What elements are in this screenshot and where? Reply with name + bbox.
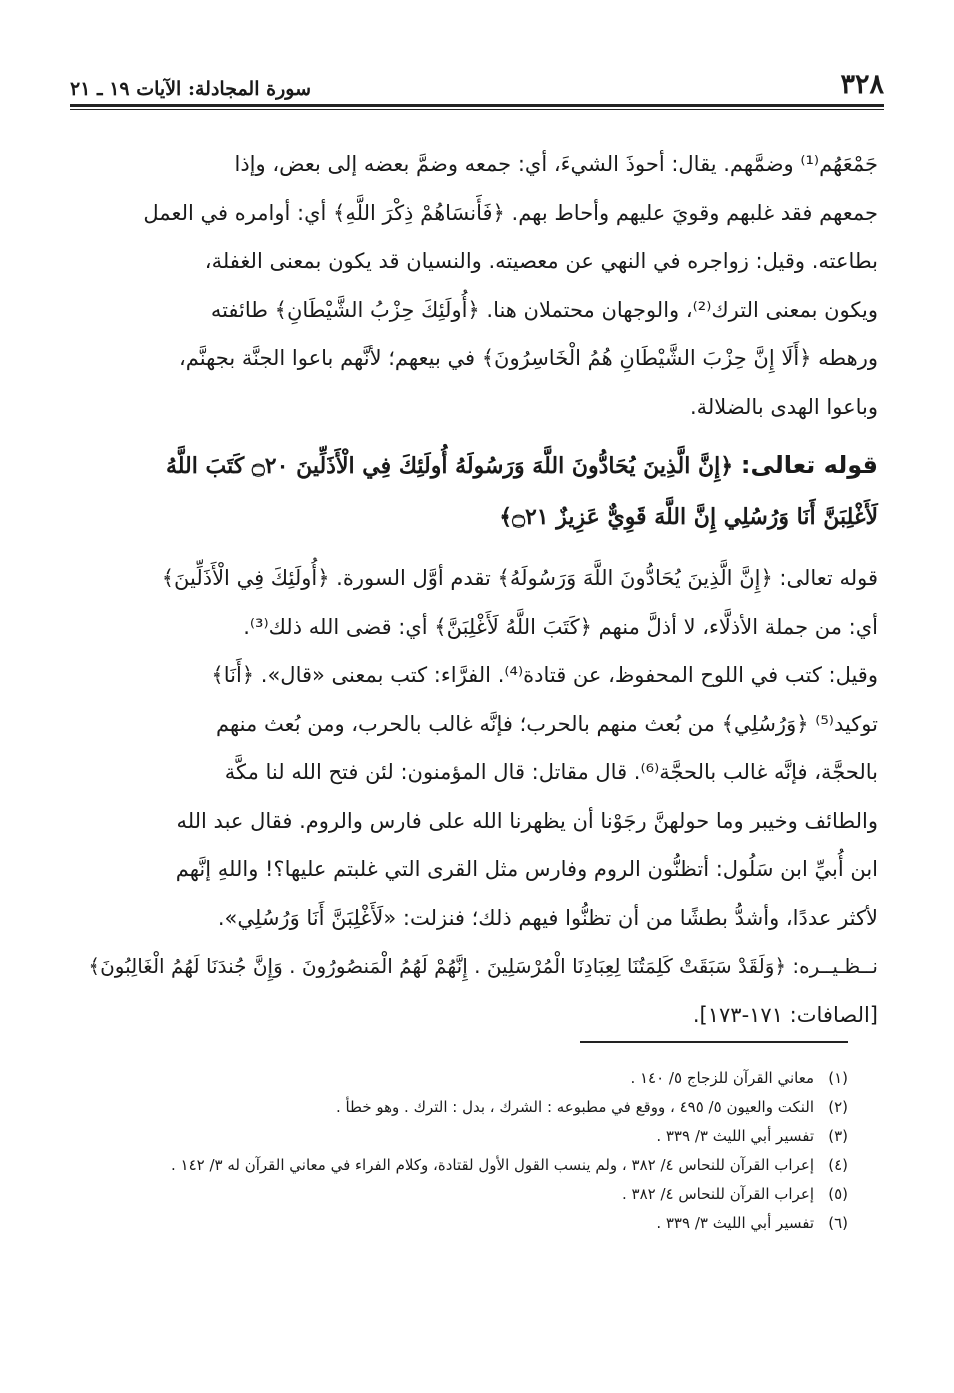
footnote-5: [70, 1180, 848, 1209]
footnote-separator: [580, 1041, 848, 1043]
header-rule-thin: [70, 109, 884, 110]
footnote-6: [70, 1209, 848, 1238]
text-line: [الصافات: ١٧١-١٧٣].: [692, 1002, 878, 1027]
footnote-number: (٢): [828, 1098, 848, 1116]
footnote-number: (٥): [828, 1185, 848, 1203]
footnotes: [70, 1064, 848, 1238]
text-line: بطاعته. وقيل: زواجره في النهي عن معصيته. والنسيان قد يكون بمعنى الغفلة،: [204, 249, 878, 273]
footnote-text: إعراب القرآن للنحاس ٤/ ٣٨٢ ، ولم ينسب القول الأول لقتادة، وكلام الفراء في معاني القرآن له ٣/ ١٤٢ .: [170, 1156, 814, 1174]
footnote-2: [70, 1093, 848, 1122]
page-number: ٣٢٨: [840, 69, 884, 100]
footnote-text: النكت والعيون ٥/ ٤٩٥ ، ووقع في مطبوعه : الشرك ، بدل : الترك . وهو خطأ .: [335, 1098, 814, 1116]
running-title: سورة المجادلة: الآيات ١٩ ـ ٢١: [70, 78, 311, 100]
text-line: والطائف وخيبر وما حولهنَّ رجَوْنا أن يظهرنا الله على فارس والروم. فقال عبد الله: [176, 808, 878, 833]
footnote-number: (٤): [828, 1156, 848, 1174]
text-line: وباعوا الهدى بالضلالة.: [689, 394, 878, 419]
footnote-4: [70, 1151, 848, 1180]
text-line: توكيد⁽⁵⁾ ﴿وَرُسُلِي﴾ من بُعث منهم بالحرب؛ فإنَّه غالب بالحرب، ومن بُعث منهم: [216, 711, 878, 736]
verse-line-1: [78, 440, 878, 492]
footnote-text: تفسير أبي الليث ٣/ ٣٣٩ .: [656, 1127, 814, 1145]
footnote-number: (٣): [828, 1127, 848, 1145]
verse-line-2: لَأَغْلِبَنَّ أَنَا وَرُسُلِي إِنَّ اللَّهَ قَوِيٌّ عَزِيزٌ ۝٢١﴾: [499, 504, 878, 530]
commentary-paragraph-1: [78, 140, 878, 431]
page-header: [70, 66, 884, 100]
footnote-text: إعراب القرآن للنحاس ٤/ ٣٨٢ .: [621, 1185, 814, 1203]
text-line: نــظـيــره: ﴿وَلَقَدْ سَبَقَتْ كَلِمَتُنَا لِعِبَادِنَا الْمُرْسَلِينَ . إِنَّهُمْ لَهُمُ الْمَنصُورُونَ . وَإِنَّ جُندَنَا لَهُمُ الْغَالِبُونَ﴾: [88, 954, 878, 978]
footnote-number: (١): [828, 1069, 848, 1087]
quran-verse-block: [78, 440, 878, 542]
footnote-text: تفسير أبي الليث ٣/ ٣٣٩ .: [656, 1214, 814, 1232]
text-line: وقيل: كتب في اللوح المحفوظ، عن قتادة⁽⁴⁾. الفرَّاء: كتب بمعنى «قال». ﴿أَنَا﴾: [211, 663, 878, 687]
footnote-3: [70, 1122, 848, 1151]
text-line: بالحجَّة، فإنَّه غالب بالحجَّة⁽⁶⁾. قال مقاتل: قال المؤمنون: لئن فتح الله لنا مكَّة: [224, 760, 878, 784]
footnote-number: (٦): [828, 1214, 848, 1232]
text-line: أي: من جملة الأذلَّاء، لا أذلَّ منهم ﴿كَتَبَ اللَّهُ لَأَغْلِبَنَّ﴾ أي: قضى الله ذلك⁽³⁾.: [243, 614, 878, 639]
text-line: ورهطه ﴿أَلَا إِنَّ حِزْبَ الشَّيْطَانِ هُمُ الْخَاسِرُونَ﴾ في بيعهم؛ لأنَّهم باعوا الجنَّة بجهنَّم،: [179, 346, 878, 370]
verse-lead: قوله تعالى:: [740, 451, 878, 479]
text-line: جَمْعَهُم⁽¹⁾ وضمَّهم. يقال: أحوذَ الشيءَ، أي: جمعه وضمَّ بعضه إلى بعض، وإذا: [234, 152, 878, 176]
header-rule: [70, 104, 884, 107]
commentary-paragraph-2: [78, 554, 878, 1039]
footnote-1: [70, 1064, 848, 1093]
text-line: لأكثر عددًا، وأشدُّ بطشًا من أن تظنُّوا فيهم ذلك؛ فنزلت: «لَأَغْلِبَنَّ أَنَا وَرُسُلِي».: [217, 905, 878, 930]
text-line: ويكون بمعنى الترك⁽²⁾، والوجهان محتملان هنا. ﴿أُولَئِكَ حِزْبُ الشَّيْطَانِ﴾ طائفته: [210, 297, 878, 322]
text-line: ابن أُبيِّ ابن سَلُول: أتظنُّون الروم وفارس مثل القرى التي غلبتم عليها؟! واللهِ إنَّهم: [175, 857, 878, 881]
verse-text: ﴿إِنَّ الَّذِينَ يُحَادُّونَ اللَّهَ وَرَسُولَهُ أُولَئِكَ فِي الْأَذَلِّينَ ۝٢٠ كَتَبَ اللَّهُ: [165, 453, 734, 479]
footnote-text: معاني القرآن للزجاج ٥/ ١٤٠ .: [630, 1069, 814, 1087]
text-line: قوله تعالى: ﴿إِنَّ الَّذِينَ يُحَادُّونَ اللَّهَ وَرَسُولَهُ﴾ تقدم أوَّل السورة. ﴿أُولَئِكَ فِي الْأَذَلِّينَ﴾: [161, 566, 878, 590]
text-line: جمعهم فقد غلبهم وقويَ عليهم وأحاط بهم. ﴿فَأَنسَاهُمْ ذِكْرَ اللَّهِ﴾ أي: أوامره في العمل: [143, 200, 878, 225]
